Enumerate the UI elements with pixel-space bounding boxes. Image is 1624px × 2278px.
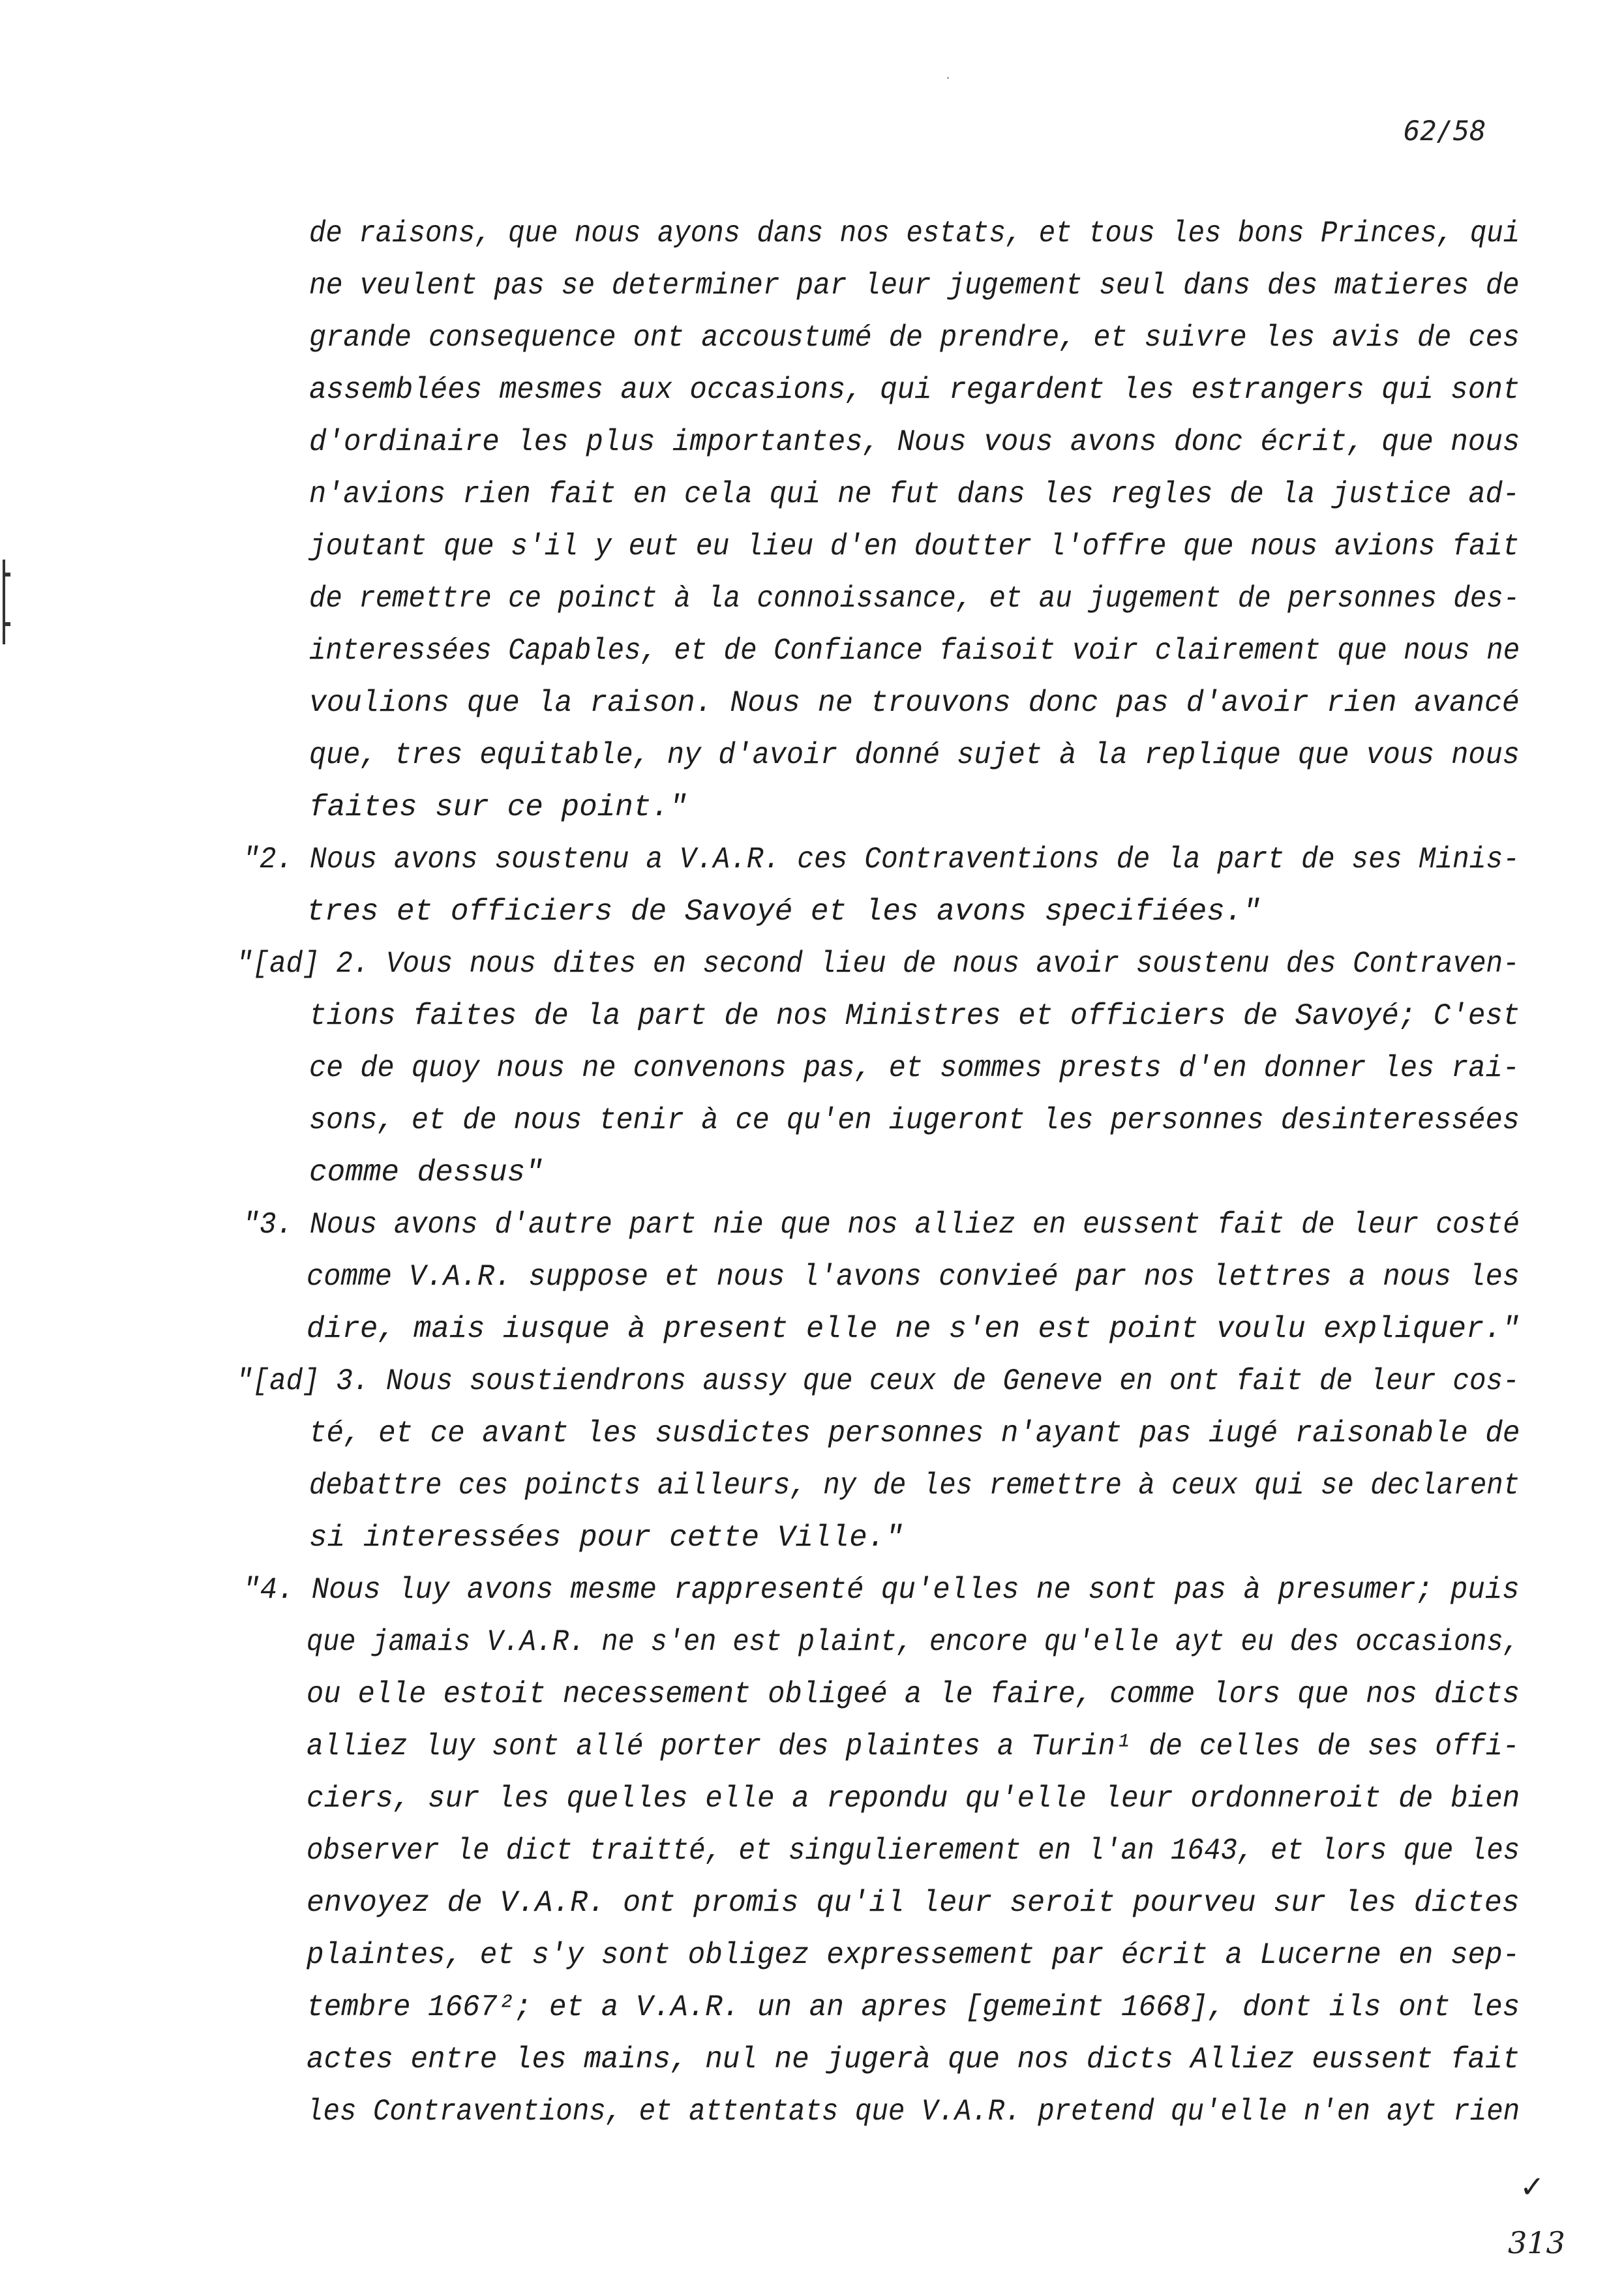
text-line: "2. Nous avons soustenu a V.A.R. ces Contraventions de la part de ses Minis- [243, 843, 1520, 877]
text-line: que, tres equitable, ny d'avoir donné sujet à la replique que vous nous [309, 738, 1520, 772]
text-line: "[ad] 3. Nous soustiendrons aussy que ceux de Geneve en ont fait de leur cos- [236, 1364, 1520, 1398]
text-line: interessées Capables, et de Confiance faisoit voir clairement que nous ne [309, 634, 1520, 668]
text-line: n'avions rien fait en cela qui ne fut dans les regles de la justice ad- [309, 477, 1520, 511]
text-line: "4. Nous luy avons mesme rappresenté qu'elles ne sont pas à presumer; puis [243, 1573, 1520, 1607]
text-line: grande consequence ont accoustumé de prendre, et suivre les avis de ces [309, 321, 1520, 355]
text-line: comme dessus" [309, 1156, 543, 1190]
text-line: ce de quoy nous ne convenons pas, et sommes prests d'en donner les rai- [309, 1051, 1520, 1085]
text-line: debattre ces poincts ailleurs, ny de les remettre à ceux qui se declarent [309, 1469, 1520, 1503]
text-line: si interessées pour cette Ville." [309, 1521, 903, 1555]
page-number: 62/58 [1404, 115, 1486, 147]
text-line: actes entre les mains, nul ne jugerà que nos dicts Alliez eussent fait [307, 2043, 1520, 2076]
text-line: de remettre ce poinct à la connoissance, et au jugement de personnes des- [309, 582, 1520, 616]
text-line: dire, mais iusque à present elle ne s'en est point voulu expliquer." [307, 1312, 1520, 1346]
text-line: ou elle estoit necessement obligeé a le faire, comme lors que nos dicts [307, 1677, 1520, 1711]
text-line: assemblées mesmes aux occasions, qui regardent les estrangers qui sont [309, 373, 1520, 407]
margin-mark-icon [3, 560, 12, 644]
text-line: envoyez de V.A.R. ont promis qu'il leur seroit pourveu sur les dictes [307, 1886, 1520, 1920]
text-line: tions faites de la part de nos Ministres et officiers de Savoyé; C'est [309, 999, 1520, 1033]
text-line: voulions que la raison. Nous ne trouvons donc pas d'avoir rien avancé [309, 686, 1520, 720]
text-line: plaintes, et s'y sont obligez expressement par écrit a Lucerne en sep- [307, 1938, 1520, 1972]
check-mark-icon: ✓ [1520, 2169, 1545, 2204]
text-line: de raisons, que nous ayons dans nos estats, et tous les bons Princes, qui [309, 217, 1520, 250]
text-line: "3. Nous avons d'autre part nie que nos alliez en eussent fait de leur costé [243, 1208, 1520, 1242]
text-line: d'ordinaire les plus importantes, Nous vous avons donc écrit, que nous [309, 425, 1520, 459]
text-line: comme V.A.R. suppose et nous l'avons convieé par nos lettres a nous les [307, 1260, 1520, 1294]
scan-speck [947, 77, 949, 79]
text-line: tembre 1667²; et a V.A.R. un an apres [gemeint 1668], dont ils ont les [307, 1990, 1520, 2024]
text-line: les Contraventions, et attentats que V.A.R. pretend qu'elle n'en ayt rien [307, 2095, 1520, 2129]
folio-number: 313 [1508, 2225, 1565, 2260]
text-line: joutant que s'il y eut eu lieu d'en doutter l'offre que nous avions fait [309, 530, 1520, 563]
text-line: alliez luy sont allé porter des plaintes a Turin¹ de celles de ses offi- [307, 1730, 1520, 1763]
text-line: que jamais V.A.R. ne s'en est plaint, encore qu'elle ayt eu des occasions, [307, 1625, 1520, 1659]
text-line: té, et ce avant les susdictes personnes n'ayant pas iugé raisonable de [309, 1416, 1520, 1450]
text-line: observer le dict traitté, et singulierement en l'an 1643, et lors que les [307, 1834, 1520, 1868]
text-line: sons, et de nous tenir à ce qu'en iugeront les personnes desinteressées [309, 1103, 1520, 1137]
text-line: faites sur ce point." [309, 790, 687, 824]
text-line: ciers, sur les quelles elle a repondu qu'elle leur ordonneroit de bien [307, 1782, 1520, 1816]
text-line: tres et officiers de Savoyé et les avons specifiées." [307, 895, 1261, 929]
text-line: ne veulent pas se determiner par leur jugement seul dans des matieres de [309, 269, 1520, 303]
text-line: "[ad] 2. Vous nous dites en second lieu de nous avoir soustenu des Contraven- [236, 947, 1520, 981]
